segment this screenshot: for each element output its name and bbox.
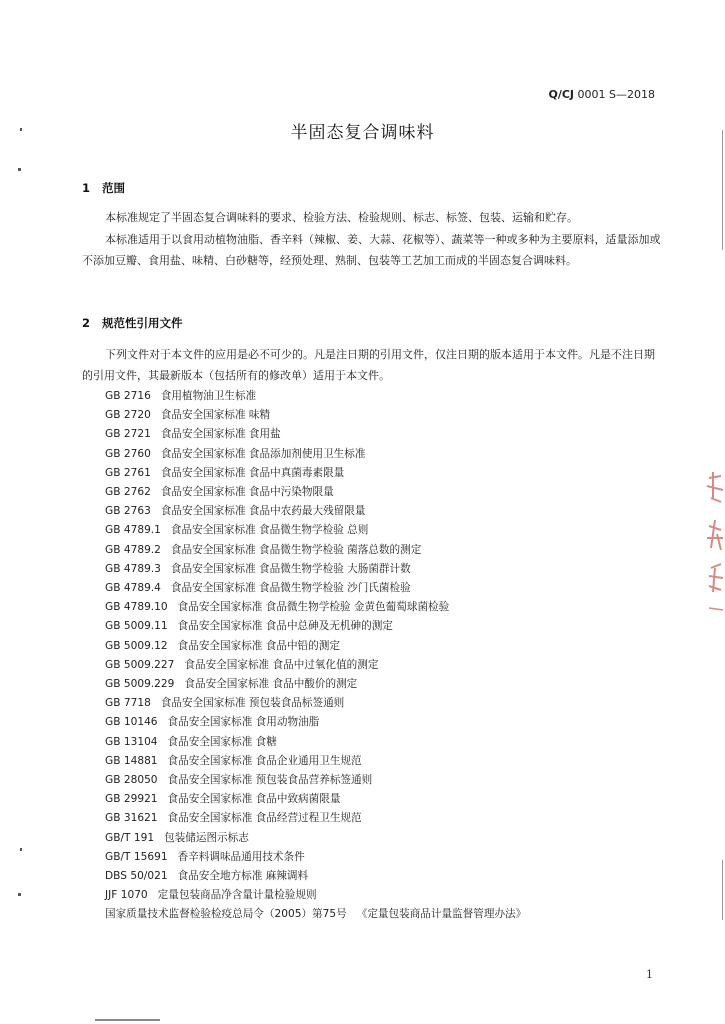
reference-title: 食品安全国家标准 食糖 (167, 735, 277, 748)
reference-item (105, 445, 665, 464)
reference-item (105, 733, 665, 752)
reference-item (105, 829, 665, 848)
section-number: 1 (82, 181, 91, 195)
reference-code: GB 10146 (105, 716, 158, 729)
seal-stamp-graphic (703, 468, 725, 618)
scan-edge-line (722, 130, 723, 250)
reference-item (105, 752, 665, 771)
reference-code: GB 2720 (105, 409, 151, 422)
reference-item (105, 905, 665, 924)
scan-speck (20, 848, 22, 851)
reference-title: 食品安全国家标准 食品微生物学检验 大肠菌群计数 (170, 562, 411, 575)
section-number: 2 (82, 316, 91, 330)
reference-title: 食品安全国家标准 食品中致病菌限量 (167, 793, 341, 806)
reference-item (105, 848, 665, 867)
reference-code: GB 4789.3 (105, 562, 161, 575)
reference-title: 食品安全国家标准 食品微生物学检验 菌落总数的测定 (170, 543, 422, 556)
reference-code: GB 2762 (105, 486, 151, 499)
reference-code: GB 28050 (105, 774, 158, 787)
reference-title: 食品安全国家标准 食品中污染物限量 (160, 486, 334, 499)
reference-item (105, 656, 665, 675)
reference-code: GB 5009.229 (105, 678, 175, 691)
reference-title: 食品安全国家标准 食品中总砷及无机砷的测定 (177, 620, 393, 633)
document-title: 半固态复合调味料 (290, 123, 435, 143)
reference-code: GB 4789.2 (105, 543, 161, 556)
reference-title: 食品安全国家标准 食用动物油脂 (167, 716, 320, 729)
reference-item (105, 675, 665, 694)
scan-speck (18, 893, 21, 896)
standard-number (548, 88, 655, 101)
reference-code: GB 13104 (105, 735, 158, 748)
reference-title: 食品安全国家标准 食品中过氧化值的测定 (184, 658, 379, 671)
reference-code: DBS 50/021 (105, 870, 168, 883)
reference-title: 食品安全国家标准 食品中农药最大残留限量 (160, 505, 366, 518)
reference-item (105, 425, 665, 444)
reference-title: 食品安全国家标准 食品微生物学检验 总则 (170, 524, 369, 537)
reference-item (105, 637, 665, 656)
reference-code: GB/T 15691 (105, 850, 168, 863)
reference-item (105, 867, 665, 886)
reference-item (105, 541, 665, 560)
reference-item (105, 483, 665, 502)
standard-suffix: 0001 S—2018 (574, 88, 655, 101)
scan-edge-line (722, 860, 723, 920)
section-2-paragraph-1: 下列文件对于本文件的应用是必不可少的。凡是注日期的引用文件，仅注日期的版本适用于本文件。凡是不注日期的引用文件，其最新版本（包括所有的修改单）适用于本文件。 (82, 348, 655, 382)
reference-item (105, 560, 665, 579)
reference-code: GB 5009.227 (105, 658, 175, 671)
scan-speck (20, 128, 22, 131)
reference-item (105, 886, 665, 905)
reference-title: 食品安全国家标准 食品微生物学检验 金黄色葡萄球菌检验 (177, 601, 450, 614)
reference-title: 食品安全国家标准 食品微生物学检验 沙门氏菌检验 (170, 582, 411, 595)
reference-item (105, 771, 665, 790)
section-1-paragraph-1: 本标准规定了半固态复合调味料的要求、检验方法、检验规则、标志、标签、包装、运输和贮存。 (105, 211, 578, 224)
reference-code: GB 4789.4 (105, 582, 161, 595)
standard-prefix: Q/CJ (548, 88, 575, 101)
reference-item (105, 579, 665, 598)
reference-item (105, 790, 665, 809)
reference-code: GB 2716 (105, 390, 151, 402)
reference-code: GB 29921 (105, 793, 158, 806)
reference-code: GB 2721 (105, 428, 151, 441)
reference-code: GB 14881 (105, 754, 158, 767)
reference-code: GB 4789.10 (105, 601, 168, 614)
reference-item (105, 809, 665, 828)
scan-speck (18, 168, 21, 171)
reference-title: 食品安全国家标准 味精 (160, 409, 271, 422)
reference-item (105, 502, 665, 521)
reference-title: 食品安全国家标准 食品中铅的测定 (177, 639, 340, 652)
reference-item (105, 694, 665, 713)
reference-title: 食品安全国家标准 食品企业通用卫生规范 (167, 754, 362, 767)
reference-title: 食品安全地方标准 麻辣调料 (177, 870, 309, 883)
seal-stamp-fragment (703, 468, 725, 618)
normative-reference-list (105, 387, 665, 925)
reference-title: 食品安全国家标准 预包装食品营养标签通则 (167, 774, 373, 787)
scan-bottom-mark (95, 1019, 160, 1021)
reference-code: GB 2760 (105, 447, 151, 460)
reference-item (105, 617, 665, 636)
reference-title: 食品安全国家标准 预包装食品标签通则 (160, 697, 345, 710)
reference-title: 食品安全国家标准 食品添加剂使用卫生标准 (160, 447, 366, 460)
reference-title: 食品安全国家标准 食品中酸价的测定 (184, 678, 358, 691)
reference-title: 食用植物油卫生标准 (160, 390, 257, 402)
reference-title: 包装储运图示标志 (164, 831, 249, 844)
reference-item (105, 713, 665, 732)
reference-code: GB 7718 (105, 697, 151, 710)
reference-code: GB 31621 (105, 812, 158, 825)
reference-item (105, 598, 665, 617)
reference-code: GB 2763 (105, 505, 151, 518)
reference-code: JJF 1070 (105, 889, 148, 902)
section-1-heading (82, 180, 125, 196)
reference-title: 香辛料调味品通用技术条件 (177, 850, 305, 863)
reference-code: 国家质量技术监督检验检疫总局令（2005）第75号 (105, 908, 347, 921)
reference-item (105, 406, 665, 425)
reference-code: GB 5009.12 (105, 639, 168, 652)
reference-title: 食品安全国家标准 食品中真菌毒素限量 (160, 466, 345, 479)
reference-code: GB/T 191 (105, 831, 155, 844)
reference-item (105, 464, 665, 483)
reference-title: 食品安全国家标准 食用盐 (160, 428, 281, 441)
reference-code: GB 5009.11 (105, 620, 168, 633)
reference-title: 定量包装商品净含量计量检验规则 (157, 889, 317, 902)
reference-title: 《定量包装商品计量监督管理办法》 (356, 908, 527, 921)
reference-code: GB 4789.1 (105, 524, 161, 537)
page-number: 1 (646, 968, 653, 981)
reference-code: GB 2761 (105, 466, 151, 479)
reference-title: 食品安全国家标准 食品经营过程卫生规范 (167, 812, 362, 825)
section-title: 规范性引用文件 (102, 316, 183, 330)
reference-item (105, 521, 665, 540)
section-2-heading (82, 315, 183, 331)
section-1-paragraph-2: 本标准适用于以食用动植物油脂、香辛料（辣椒、姜、大蒜、花椒等）、蔬菜等一种或多种为主要原料，适量添加或不添加豆瓣、食用盐、味精、白砂糖等，经预处理、熟制、包装等工艺加工而成的半固态复合调味料。 (82, 233, 661, 267)
section-title: 范围 (102, 181, 125, 195)
reference-item (105, 387, 665, 406)
